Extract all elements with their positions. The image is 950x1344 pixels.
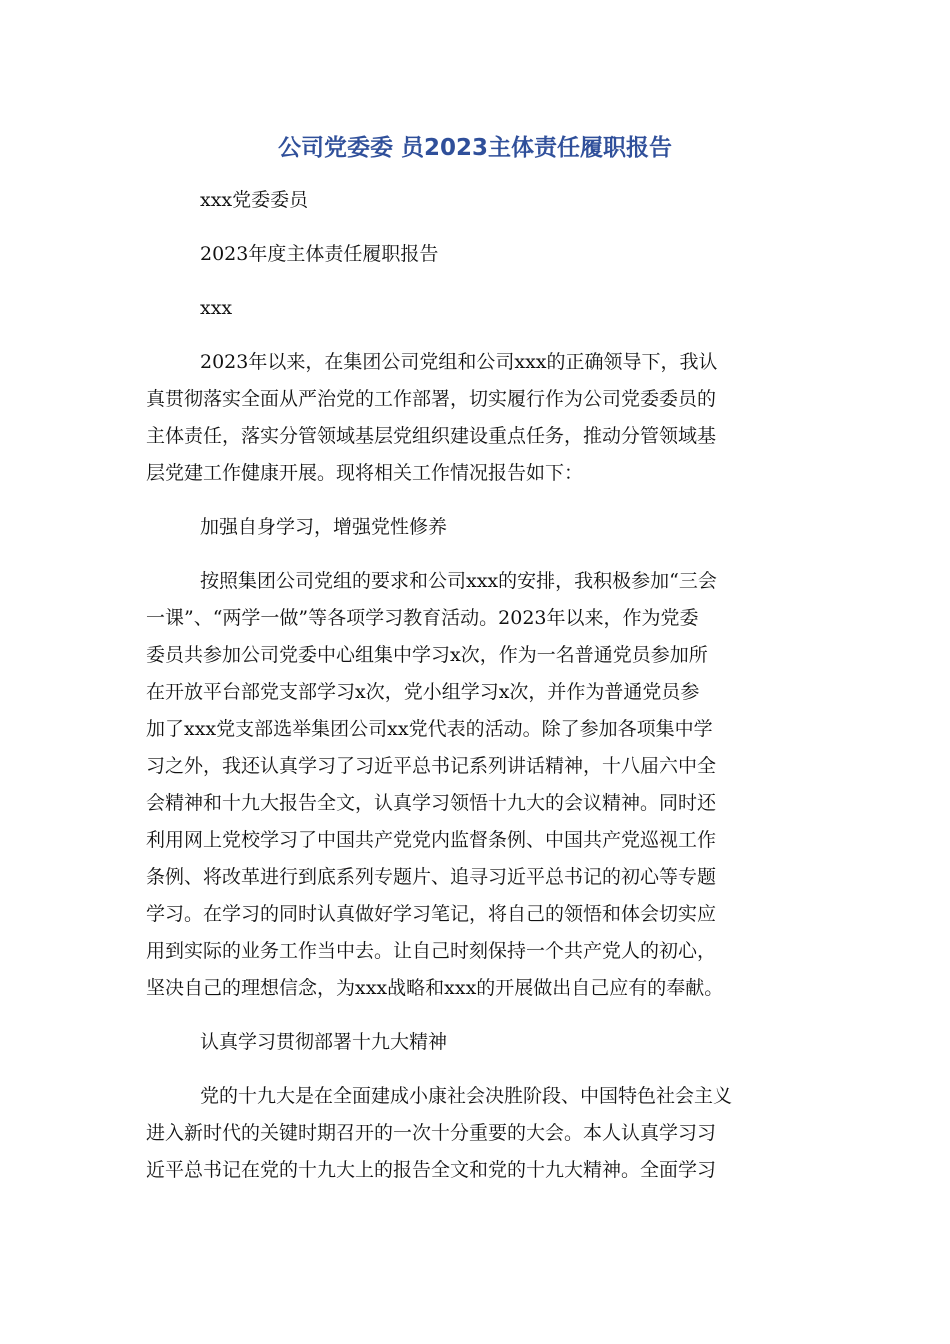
paragraph-line: 按照集团公司党组的要求和公司xxx的安排，我积极参加“三会 xyxy=(200,570,717,592)
header-line: xxx党委委员 xyxy=(200,189,309,211)
paragraph-line: 坚决自己的理想信念，为xxx战略和xxx的开展做出自己应有的奉献。 xyxy=(146,977,724,999)
paragraph-line: 层党建工作健康开展。现将相关工作情况报告如下： xyxy=(146,462,584,484)
paragraph-line: 进入新时代的关键时期召开的一次十分重要的大会。本人认真学习习 xyxy=(146,1122,717,1144)
paragraph-line: 利用网上党校学习了中国共产党党内监督条例、中国共产党巡视工作 xyxy=(146,829,717,851)
paragraph-study xyxy=(146,563,806,1007)
paragraph-line: 近平总书记在党的十九大上的报告全文和党的十九大精神。全面学习 xyxy=(146,1159,717,1181)
paragraph-line: 2023年以来，在集团公司党组和公司xxx的正确领导下，我认 xyxy=(200,351,718,373)
paragraph-line: 条例、将改革进行到底系列专题片、追寻习近平总书记的初心等专题 xyxy=(146,866,717,888)
document-body xyxy=(146,182,806,1189)
paragraph-line: 一课”、“两学一做”等各项学习教育活动。2023年以来，作为党委 xyxy=(146,607,699,629)
paragraph-line: 习之外，我还认真学习了习近平总书记系列讲话精神，十八届六中全 xyxy=(146,755,717,777)
paragraph-line: 真贯彻落实全面从严治党的工作部署，切实履行作为公司党委委员的 xyxy=(146,388,717,410)
document-title: 公司党委委 员2023主体责任履职报告 xyxy=(277,135,673,161)
header-line: 2023年度主体责任履职报告 xyxy=(200,243,439,265)
section-heading-text: 认真学习贯彻部署十九大精神 xyxy=(200,1031,448,1053)
header-line: xxx xyxy=(200,297,233,319)
paragraph-line: 主体责任，落实分管领域基层党组织建设重点任务，推动分管领域基 xyxy=(146,425,717,447)
paragraph-line: 学习。在学习的同时认真做好学习笔记，将自己的领悟和体会切实应 xyxy=(146,903,717,925)
paragraph-intro xyxy=(146,344,806,492)
paragraph-line: 委员共参加公司党委中心组集中学习x次，作为一名普通党员参加所 xyxy=(146,644,708,666)
paragraph-congress xyxy=(146,1078,806,1189)
section-heading-text: 加强自身学习，增强党性修养 xyxy=(200,516,448,538)
paragraph-line: 用到实际的业务工作当中去。让自己时刻保持一个共产党人的初心， xyxy=(146,940,717,962)
paragraph-line: 加了xxx党支部选举集团公司xx党代表的活动。除了参加各项集中学 xyxy=(146,718,713,740)
section-heading xyxy=(146,1024,806,1061)
paragraph-line: 会精神和十九大报告全文，认真学习领悟十九大的会议精神。同时还 xyxy=(146,792,717,814)
paragraph-line: 在开放平台部党支部学习x次，党小组学习x次，并作为普通党员参 xyxy=(146,681,700,703)
paragraph-line: 党的十九大是在全面建成小康社会决胜阶段、中国特色社会主义 xyxy=(200,1085,733,1107)
section-heading xyxy=(146,509,806,546)
